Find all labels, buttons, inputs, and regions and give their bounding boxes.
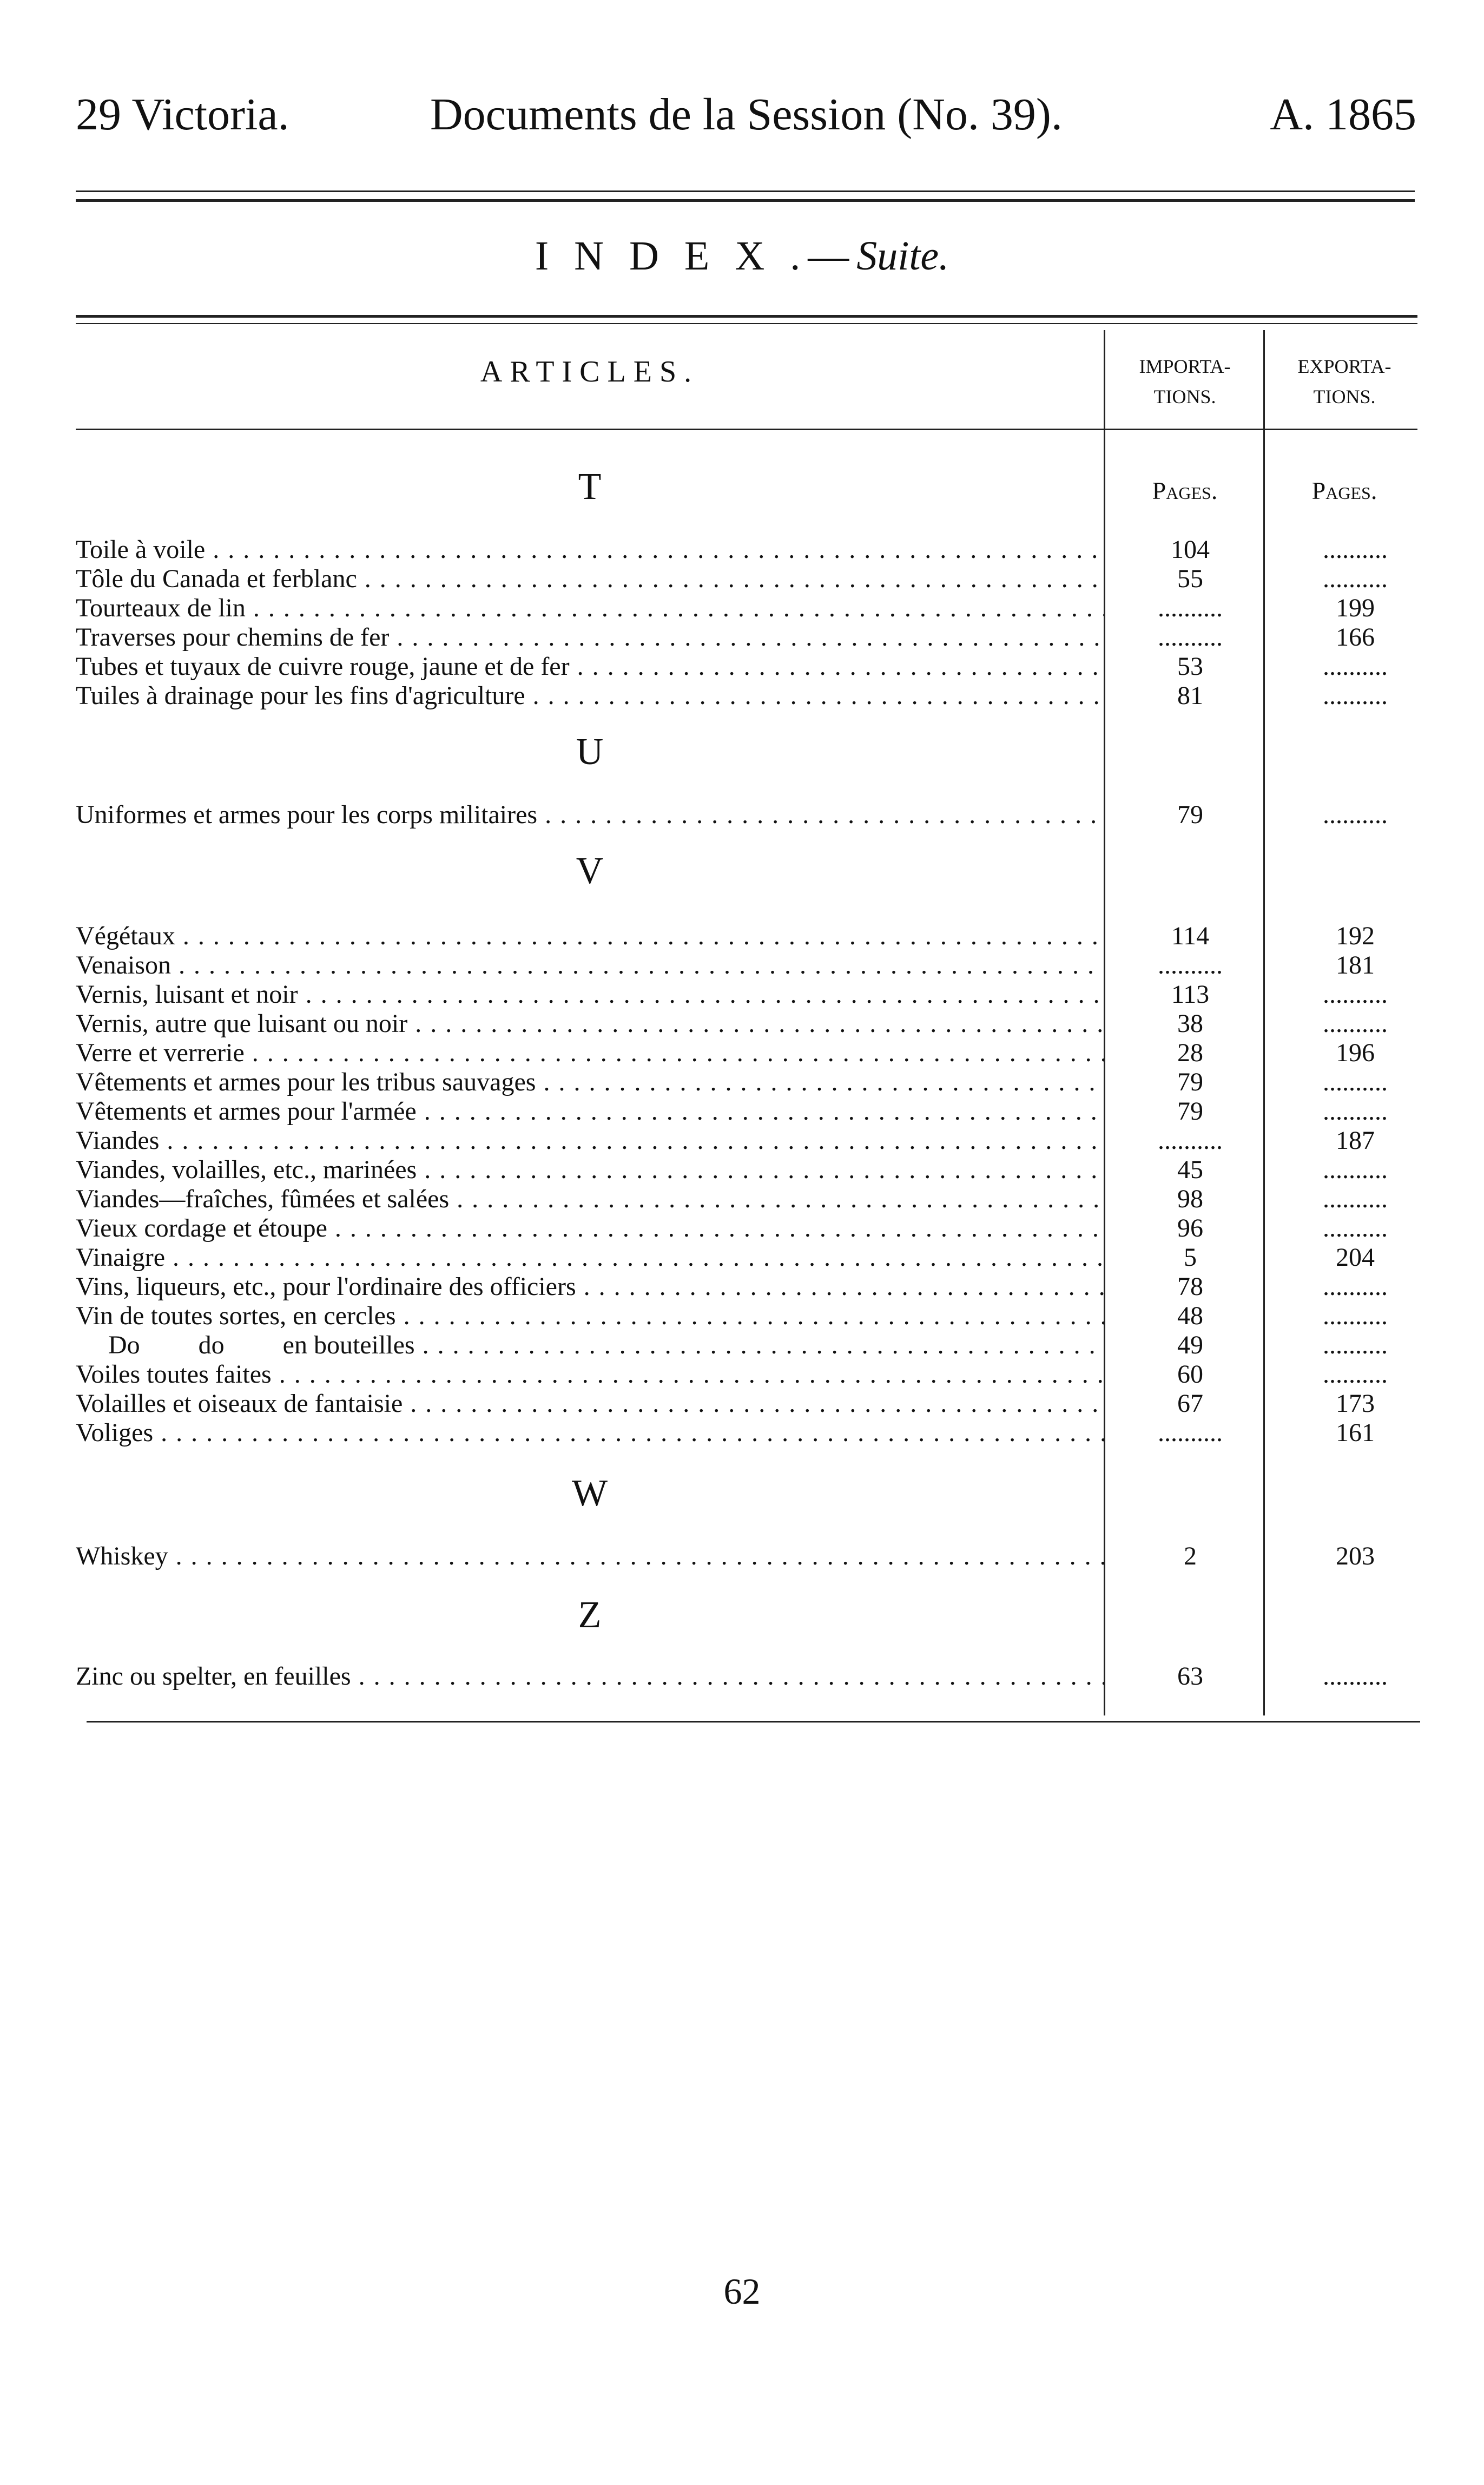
imports-page: 98 [1177, 1185, 1203, 1213]
imports-page: 49 [1177, 1331, 1203, 1359]
index-title [0, 233, 1484, 280]
article-label: Vêtements et armes pour les tribus sauvages . . . [76, 1067, 1104, 1097]
article-label: Do do en bouteilles . . . [76, 1330, 1104, 1360]
exports-page: 166 [1336, 623, 1375, 652]
column-header-rule [76, 429, 1417, 430]
index-row [76, 950, 1439, 979]
exports-page: 187 [1336, 1126, 1375, 1155]
table-bottom-rule [87, 1721, 1420, 1723]
article-label: Voiles toutes faites . . . [76, 1359, 1104, 1389]
imports-pages-label: Pages. [1152, 477, 1218, 504]
section-letter-u: U [576, 731, 604, 773]
imports-page: .......... [1158, 951, 1223, 979]
article-label: Venaison . . . [76, 950, 1104, 980]
section-letter-t: T [578, 466, 602, 508]
article-label: Vin de toutes sortes, en cercles . . . [76, 1301, 1104, 1331]
index-row [76, 979, 1439, 1009]
imports-page: 48 [1177, 1301, 1203, 1330]
article-label: Vernis, autre que luisant ou noir . . . [76, 1009, 1104, 1038]
index-row [76, 1009, 1439, 1038]
imports-page: .......... [1158, 1418, 1223, 1447]
exports-page: .......... [1323, 1214, 1388, 1242]
column-header-imports-line2: TIONS. [1153, 385, 1216, 407]
exports-page: 204 [1336, 1243, 1375, 1272]
article-label: Zinc ou spelter, en feuilles . . . [76, 1661, 1104, 1691]
exports-page: .......... [1323, 652, 1388, 681]
exports-page: .......... [1323, 535, 1388, 564]
index-row [76, 1242, 1439, 1272]
imports-page: 45 [1177, 1155, 1203, 1184]
index-row [76, 535, 1439, 564]
imports-page: 114 [1171, 922, 1210, 950]
article-label: Uniformes et armes pour les corps militaires . . . [76, 800, 1104, 830]
article-label: Verre et verrerie . . . [76, 1038, 1104, 1068]
article-label: Vêtements et armes pour l'armée . . . [76, 1096, 1104, 1126]
exports-page: 181 [1336, 951, 1375, 979]
column-header-imports [1104, 352, 1266, 412]
exports-page: .......... [1323, 1331, 1388, 1359]
imports-page: 5 [1184, 1243, 1197, 1272]
article-label: Vernis, luisant et noir . . . [76, 979, 1104, 1009]
exports-page: .......... [1323, 1272, 1388, 1301]
exports-page: 161 [1336, 1418, 1375, 1447]
header-rule-bottom [76, 199, 1415, 202]
exports-page: 192 [1336, 922, 1375, 950]
column-header-exports-line2: TIONS. [1313, 385, 1376, 407]
article-label: Tôle du Canada et ferblanc . . . [76, 564, 1104, 594]
imports-page: 53 [1177, 652, 1203, 681]
exports-page: .......... [1323, 1068, 1388, 1096]
imports-page: .......... [1158, 1126, 1223, 1155]
exports-page: .......... [1323, 1662, 1388, 1691]
article-label: Viandes, volailles, etc., marinées . . . [76, 1155, 1104, 1185]
column-header-exports [1266, 352, 1423, 412]
index-row [76, 1541, 1439, 1570]
exports-page: .......... [1323, 1360, 1388, 1389]
page-number: 62 [723, 2271, 761, 2312]
imports-page: 79 [1177, 1097, 1203, 1126]
index-row [76, 1096, 1439, 1126]
exports-page: .......... [1323, 681, 1388, 710]
imports-page: 79 [1177, 1068, 1203, 1096]
index-title-suite: Suite. [856, 233, 949, 279]
article-label: Viandes—fraîches, fûmées et salées . . . [76, 1184, 1104, 1214]
index-row [76, 1155, 1439, 1184]
header-rule-top [76, 190, 1415, 192]
index-title-main: I N D E X .— [535, 233, 857, 279]
index-row [76, 564, 1439, 593]
index-row [76, 1213, 1439, 1242]
header-year: A. 1865 [1270, 89, 1416, 140]
index-row [76, 1184, 1439, 1213]
article-label: Viandes . . . [76, 1126, 1104, 1155]
imports-page: 60 [1177, 1360, 1203, 1389]
imports-page: .......... [1158, 594, 1223, 622]
imports-page: 78 [1177, 1272, 1203, 1301]
imports-page: 38 [1177, 1009, 1203, 1038]
imports-page: 81 [1177, 681, 1203, 710]
imports-page: 63 [1177, 1662, 1203, 1691]
exports-page: .......... [1323, 1009, 1388, 1038]
exports-page: 196 [1336, 1038, 1375, 1067]
index-row [76, 1359, 1439, 1389]
index-row [76, 622, 1439, 652]
article-label: Voliges . . . [76, 1418, 1104, 1448]
article-label: Vieux cordage et étoupe . . . [76, 1213, 1104, 1243]
index-row [76, 921, 1439, 950]
index-row [76, 800, 1439, 829]
exports-page: 199 [1336, 594, 1375, 622]
index-row [76, 681, 1439, 710]
exports-page: 173 [1336, 1389, 1375, 1418]
table-top-rule [76, 315, 1417, 318]
exports-page: .......... [1323, 1097, 1388, 1126]
imports-page: .......... [1158, 623, 1223, 652]
imports-page: 2 [1184, 1542, 1197, 1570]
article-label: Whiskey . . . [76, 1541, 1104, 1571]
header-document-title: Documents de la Session (No. 39). [430, 89, 1063, 140]
index-row [76, 593, 1439, 622]
header-session-year: 29 Victoria. [76, 89, 289, 140]
exports-page: .......... [1323, 564, 1388, 593]
exports-page: .......... [1323, 800, 1388, 829]
imports-page: 79 [1177, 800, 1203, 829]
article-label: Tuiles à drainage pour les fins d'agriculture . . . [76, 681, 1104, 711]
article-label: Volailles et oiseaux de fantaisie . . . [76, 1389, 1104, 1418]
index-row [76, 1389, 1439, 1418]
index-row [76, 1272, 1439, 1301]
index-row [76, 1067, 1439, 1096]
section-letter-w: W [571, 1472, 608, 1514]
exports-page: .......... [1323, 1301, 1388, 1330]
article-label: Tourteaux de lin . . . [76, 593, 1104, 623]
index-row [76, 1330, 1439, 1359]
column-header-imports-line1: IMPORTA- [1139, 356, 1231, 377]
exports-page: .......... [1323, 1185, 1388, 1213]
exports-pages-label: Pages. [1311, 477, 1377, 504]
article-label: Vinaigre . . . [76, 1242, 1104, 1272]
imports-page: 28 [1177, 1038, 1203, 1067]
index-row [76, 1418, 1439, 1447]
index-row [76, 1038, 1439, 1067]
article-label: Tubes et tuyaux de cuivre rouge, jaune et de fer . . . [76, 652, 1104, 681]
article-label: Traverses pour chemins de fer . . . [76, 622, 1104, 652]
column-header-articles: ARTICLES. [480, 355, 700, 389]
exports-page: 203 [1336, 1542, 1375, 1570]
index-row [76, 1301, 1439, 1330]
imports-page: 113 [1171, 980, 1210, 1009]
imports-page: 67 [1177, 1389, 1203, 1418]
article-label: Végétaux . . . [76, 921, 1104, 951]
index-row [76, 652, 1439, 681]
exports-page: .......... [1323, 980, 1388, 1009]
index-row [76, 1126, 1439, 1155]
imports-page: 104 [1171, 535, 1210, 564]
article-label: Vins, liqueurs, etc., pour l'ordinaire des officiers . . . [76, 1272, 1104, 1301]
exports-page: .......... [1323, 1155, 1388, 1184]
imports-page: 55 [1177, 564, 1203, 593]
section-letter-z: Z [578, 1594, 602, 1636]
imports-page: 96 [1177, 1214, 1203, 1242]
index-row [76, 1661, 1439, 1691]
column-header-exports-line1: EXPORTA- [1297, 356, 1391, 377]
article-label: Toile à voile . . . [76, 535, 1104, 564]
table-top-rule-thin [76, 323, 1417, 324]
section-letter-v: V [576, 850, 604, 892]
